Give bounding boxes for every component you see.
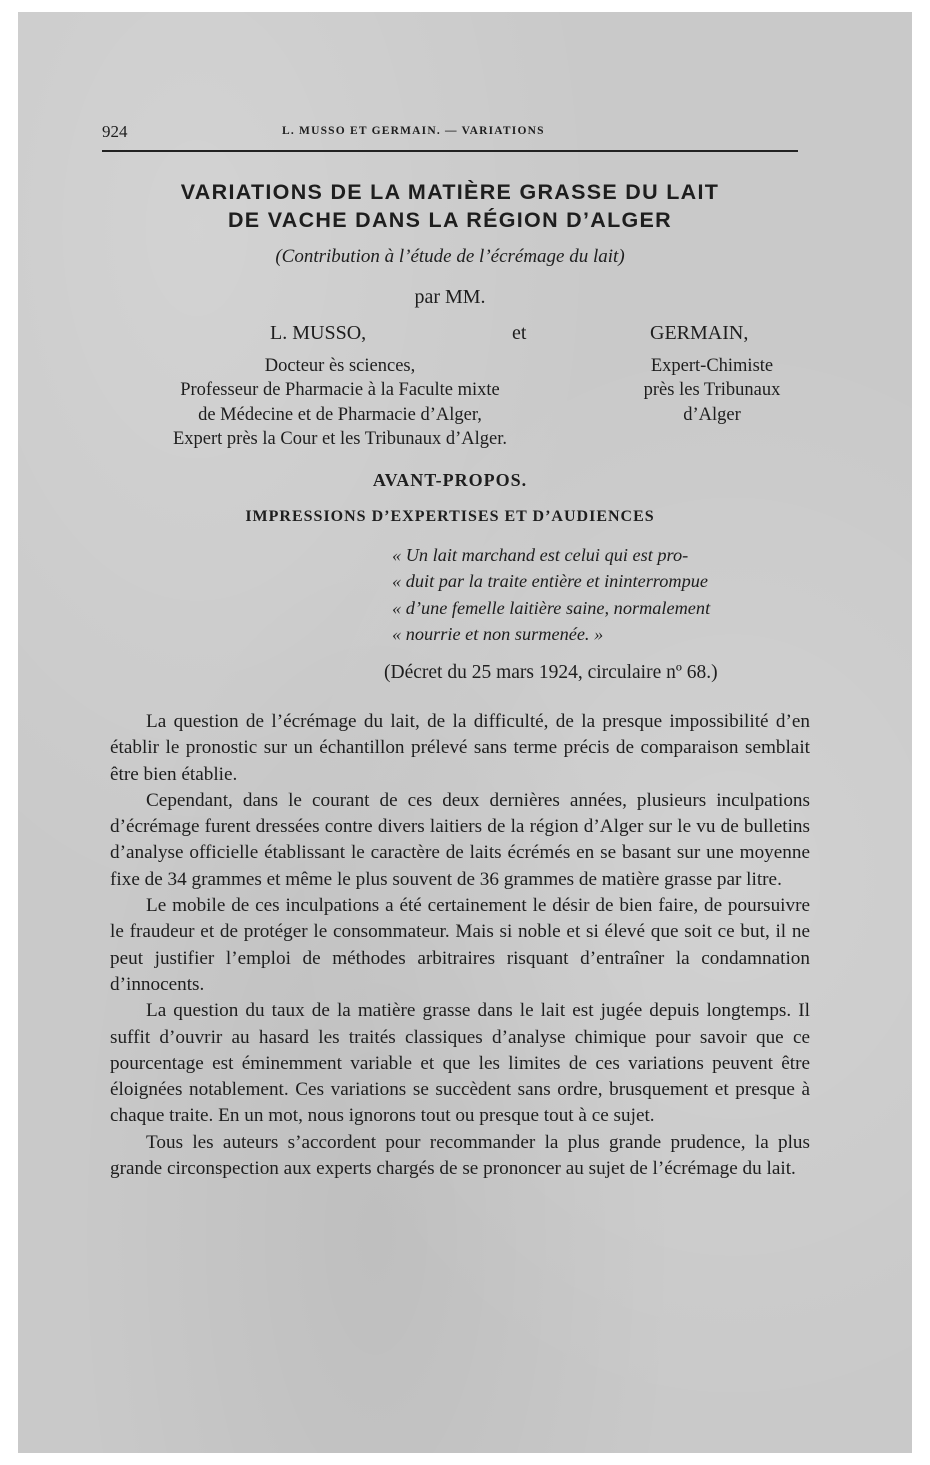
byline: par MM. (414, 286, 486, 308)
affiliation-line: d’Alger (683, 404, 741, 425)
article-subtitle: (Contribution à l’étude de l’écrémage du lait) (275, 246, 625, 267)
page-number: 924 (102, 122, 128, 141)
epigraph-source: (Décret du 25 mars 1924, circulaire nº 68.) (384, 662, 718, 683)
epigraph-line: « duit par la traite entière et ininterrompue (392, 571, 708, 592)
paragraph: Tous les auteurs s’accordent pour recommander la plus grande prudence, la plus grande circonspection aux experts chargés de se prononcer au sujet de l’écrémage du lait. (110, 1131, 810, 1180)
affiliation-line: près les Tribunaux (643, 380, 781, 401)
author-conjunction: et (512, 322, 527, 344)
epigraph-line: « Un lait marchand est celui qui est pro- (392, 545, 689, 565)
paragraph: La question de l’écrémage du lait, de la difficulté, de la presque impossibilité d’en établir le pronostic sur un échantillon prélevé sans terme précis de comparaison semblait être bien établie. (110, 711, 810, 785)
section-heading: AVANT-PROPOS. (372, 470, 528, 490)
author-right-name: GERMAIN, (650, 322, 749, 344)
paragraph: Cependant, dans le courant de ces deux dernières années, plusieurs inculpations d’écrémage furent dressées contre divers laitiers de la région d’Alger sur le vu de bulletins d’analyse officielle établissant le caractère de laits écrémés en se basant sur une moyenne fixe de 34 grammes et même le plus souvent de 36 grammes de matière grasse par litre. (110, 789, 810, 890)
subsection-heading: IMPRESSIONS D’EXPERTISES ET D’AUDIENCES (245, 508, 655, 525)
author-left-name: L. MUSSO, (270, 322, 367, 344)
epigraph (392, 542, 812, 647)
affiliation-line: de Médecine et de Pharmacie d’Alger, (198, 404, 482, 425)
affiliation-line: Expert-Chimiste (650, 356, 774, 376)
author-right-affiliation (612, 354, 812, 427)
running-title: L. MUSSO ET GERMAIN. — VARIATIONS (282, 125, 545, 137)
epigraph-line: « nourrie et non surmenée. » (392, 623, 604, 644)
author-left-affiliation (100, 354, 580, 451)
affiliation-line: Professeur de Pharmacie à la Faculte mixte (180, 380, 500, 401)
body-text (110, 709, 810, 1182)
epigraph-line: « d’une femelle laitière saine, normalement (392, 597, 711, 618)
paragraph: Le mobile de ces inculpations a été certainement le désir de bien faire, de poursuivre le fraudeur et de protéger le consommateur. Mais si noble et si élevé que soit ce but, il ne peut justifier l’emploi de méthodes arbitraires risquant d’entraîner la condamnation d’innocents. (110, 895, 810, 995)
affiliation-line: Expert près la Cour et les Tribunaux d’Alger. (173, 428, 507, 449)
running-head (102, 122, 798, 152)
article-title-line-1: VARIATIONS DE LA MATIÈRE GRASSE DU LAIT (180, 180, 720, 204)
article-title-line-2: DE VACHE DANS LA RÉGION D’ALGER (227, 208, 673, 232)
paragraph: La question du taux de la matière grasse dans le lait est jugée depuis longtemps. Il suffit d’ouvrir au hasard les traités classiques d’analyse chimique pour savoir que ce pourcentage est éminemment variable et que les limites de ces variations peuvent être éloignées notablement. Ces variations se succèdent sans ordre, brusquement et presque à chaque traite. En un mot, nous ignorons tout ou presque tout à ce sujet. (110, 1000, 810, 1127)
affiliation-line: Docteur ès sciences, (264, 356, 416, 376)
